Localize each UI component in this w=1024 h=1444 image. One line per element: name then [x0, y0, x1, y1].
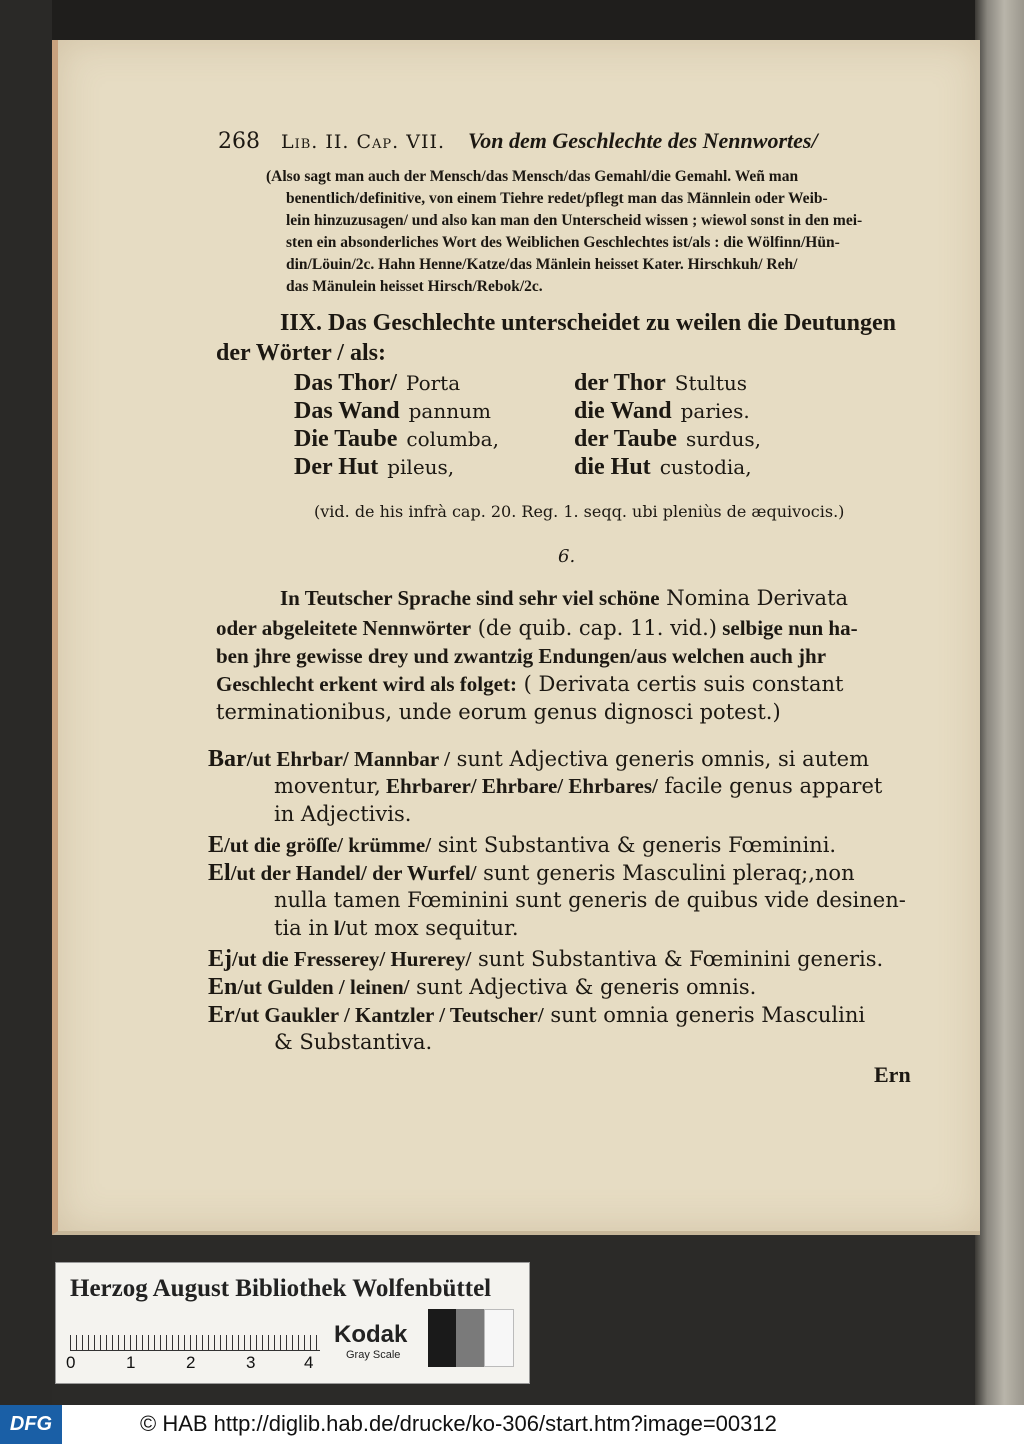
german-text: In Teutscher Sprache sind sehr viel schöne — [280, 586, 660, 610]
word-pair-right — [574, 398, 750, 425]
book-page — [52, 40, 980, 1235]
gray-scale-caption: Gray Scale — [346, 1349, 401, 1361]
section-ix-line2: der Wörter / als: — [216, 340, 386, 366]
note-line: das Mänulein heisset Hirsch/Rebok/2c. — [286, 278, 543, 295]
latin-text: nulla tamen Fœminini sunt generis de quibus vide desinen- — [274, 888, 906, 912]
latin-text: (de quib. cap. 11. vid.) — [471, 616, 717, 640]
ending-entry-bar — [208, 746, 869, 773]
note-line: benentlich/definitive, von einem Tiehre redet/pflegt man das Männlein oder Weib- — [286, 190, 828, 207]
word-pair-left — [294, 426, 499, 453]
note-line: din/Löuin/2c. Hahn Henne/Katze/das Mänlein heisset Kater. Hirschkuh/ Reh/ — [286, 256, 798, 273]
ruler-number: 1 — [126, 1353, 136, 1372]
german-text: /ut die gröſſe/ krümme/ — [224, 833, 432, 857]
ending-entry-ej — [208, 946, 883, 973]
latin-word: columba, — [406, 427, 499, 451]
german-word: der Taube — [574, 426, 677, 452]
ending-key: E — [208, 832, 225, 858]
ending-continuation — [274, 916, 519, 941]
ending-continuation — [274, 888, 906, 912]
ending-key: Bar — [208, 746, 247, 772]
ending-entry-en — [208, 974, 756, 1001]
library-name: Herzog August Bibliothek Wolfenbüttel — [70, 1275, 492, 1302]
ending-entry-e — [208, 832, 836, 859]
latin-text: moventur, — [274, 774, 381, 798]
ending-continuation — [274, 774, 882, 799]
copyright-url[interactable]: © HAB http://diglib.hab.de/drucke/ko-306/start.htm?image=00312 — [140, 1411, 777, 1436]
german-word: Die Taube — [294, 426, 398, 452]
kodak-brand: Kodak — [334, 1321, 408, 1348]
german-text: /ut die Fresserey/ Hurerey/ — [232, 947, 472, 971]
latin-word: Porta — [405, 371, 461, 395]
german-text: /ut Gaukler / Kantzler / Teutscher/ — [234, 1003, 544, 1027]
vid-note: (vid. de his infrà cap. 20. Reg. 1. seqq. ubi pleniùs de æquivocis.) — [314, 502, 845, 521]
ending-continuation — [274, 802, 411, 826]
running-header — [218, 128, 818, 154]
paragraph-line — [216, 700, 781, 724]
latin-word: Stultus — [674, 371, 747, 395]
note-line: lein hinzuzusagen/ und also kan man den Unterscheid wissen ; wiewol sonst in den mei- — [286, 212, 863, 229]
ruler-number: 4 — [304, 1353, 314, 1372]
gray-scale-swatches — [428, 1309, 514, 1367]
paragraph-line — [216, 616, 858, 641]
german-text: ben jhre gewisse drey und zwantzig Endungen/aus welchen auch jhr — [216, 644, 827, 668]
word-pair-right — [574, 426, 761, 453]
ending-key: Er — [208, 1002, 235, 1028]
latin-text: sunt omnia generis Masculini — [543, 1003, 866, 1027]
latin-text: sunt generis Masculini pleraq;,non — [476, 861, 855, 885]
german-word: Das Wand — [294, 398, 400, 424]
latin-text: sint Substantiva & generis Fœminini. — [431, 833, 837, 857]
page-number: 268 — [218, 129, 260, 154]
latin-text: in Adjectivis. — [274, 802, 412, 826]
german-text: Ehrbarer/ Ehrbare/ Ehrbares/ — [380, 774, 658, 798]
swatch-black — [428, 1309, 456, 1367]
latin-text: facile genus apparet — [657, 774, 883, 798]
german-word: der Thor — [574, 370, 666, 396]
latin-text: ut mox sequitur. — [345, 916, 519, 940]
latin-word: custodia, — [659, 455, 752, 479]
latin-text: sunt Adjectiva & generis omnis. — [409, 975, 757, 999]
dfg-logo: DFG — [0, 1405, 62, 1444]
header-title: Von dem Geschlechte des Nennwortes/ — [468, 128, 818, 153]
latin-text: & Substantiva. — [274, 1030, 433, 1054]
ending-key: El — [208, 860, 231, 886]
latin-text: sunt Adjectiva generis omnis, si autem — [449, 747, 869, 771]
note-line: sten ein absonderliches Wort des Weiblichen Geschlechtes ist/als : die Wölfinn/Hün- — [286, 234, 840, 251]
section-number: 6. — [558, 546, 576, 567]
ending-key: En — [208, 974, 238, 1000]
latin-word: pileus, — [387, 455, 455, 479]
ending-key: Ej — [208, 946, 232, 972]
latin-text: Nomina Derivata — [659, 586, 849, 610]
german-text: l/ — [328, 916, 346, 940]
paragraph-line — [216, 644, 826, 669]
german-word: die Hut — [574, 454, 651, 480]
german-text: /ut Ehrbar/ Mannbar / — [246, 747, 450, 771]
german-word: Der Hut — [294, 454, 379, 480]
latin-word: pannum — [408, 399, 491, 423]
german-text: Geschlecht erkent wird als folget: — [216, 672, 517, 696]
ruler-number: 3 — [246, 1353, 256, 1372]
catchword: Ern — [874, 1062, 911, 1087]
word-pair-left — [294, 398, 491, 425]
german-word: die Wand — [574, 398, 672, 424]
swatch-gray — [456, 1309, 484, 1367]
word-pair-right — [574, 454, 752, 481]
swatch-white — [484, 1309, 514, 1367]
chapter-reference: Lib. II. Cap. VII. — [281, 131, 445, 153]
note-line: (Also sagt man auch der Mensch/das Mensch/das Gemahl/die Gemahl. Weñ man — [266, 168, 799, 185]
latin-text: tia in — [274, 916, 329, 940]
ending-continuation — [274, 1030, 432, 1054]
scan-background-top — [0, 0, 1024, 40]
ending-entry-el — [208, 860, 855, 887]
german-word: Das Thor/ — [294, 370, 397, 396]
word-pair-left — [294, 454, 454, 481]
library-scale-label — [55, 1262, 530, 1384]
ruler-number: 2 — [186, 1353, 196, 1372]
word-pair-left — [294, 370, 460, 397]
ending-entry-er — [208, 1002, 865, 1029]
word-pair-right — [574, 370, 747, 397]
section-ix-line1: IIX. Das Geschlechte unterscheidet zu weilen die Deutungen — [280, 310, 896, 336]
paragraph-line — [280, 586, 848, 611]
ruler-number: 0 — [66, 1353, 76, 1372]
footer-bar — [0, 1405, 1024, 1444]
german-text: selbige nun ha- — [716, 616, 858, 640]
german-text: /ut Gulden / leinen/ — [237, 975, 410, 999]
german-text: oder abgeleitete Nennwörter — [216, 616, 472, 640]
scan-background-left — [0, 0, 52, 1405]
page-text — [58, 40, 986, 1235]
latin-text: terminationibus, unde eorum genus dignosci potest.) — [216, 700, 781, 724]
measurement-ruler — [70, 1321, 320, 1351]
ruler-numbers — [66, 1353, 326, 1375]
latin-text: ( Derivata certis suis constant — [516, 672, 844, 696]
german-text: /ut der Handel/ der Wurfel/ — [230, 861, 477, 885]
latin-text: sunt Substantiva & Fœminini generis. — [471, 947, 884, 971]
latin-word: surdus, — [685, 427, 761, 451]
latin-word: paries. — [680, 399, 750, 423]
paragraph-line — [216, 672, 843, 697]
